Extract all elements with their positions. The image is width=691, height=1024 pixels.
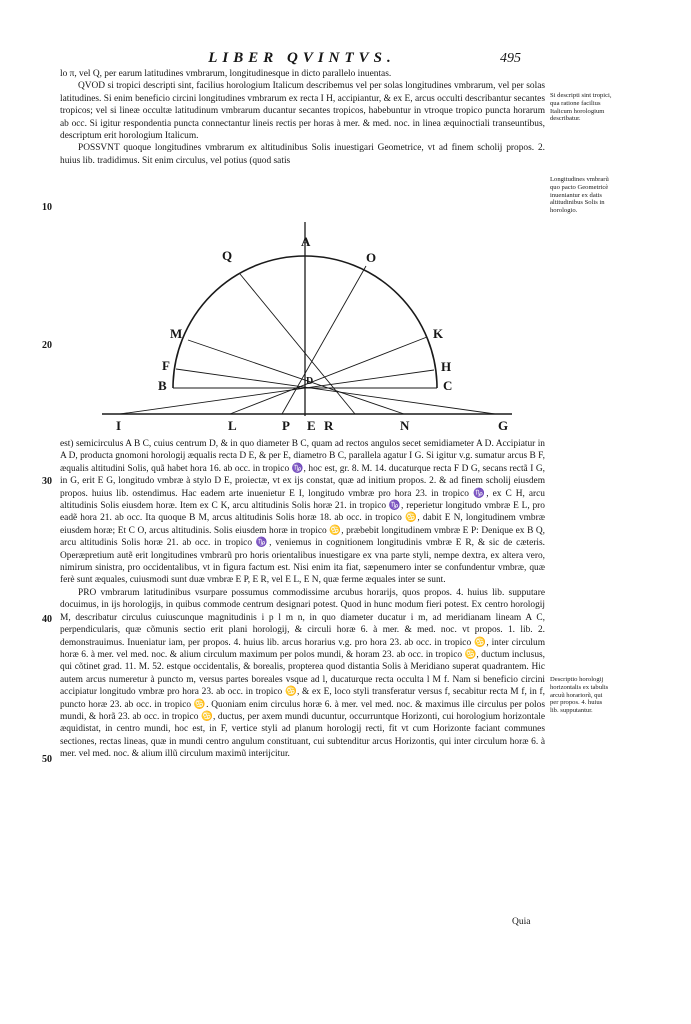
paragraph-semicirculus: est) semicirculus A B C, cuius centrum D, & in quo diameter B C, quam ad rectos angulos secet semidiameter A D. Accipiatur in A D, producta gnomoni horologij æqualis recta D E, & per E, diametro B C, parallela agatur I G. Si igitur v.g. sumatur arcus B F, æqualis altitudini Solis, quã habet hora 16. ab occ. in tropico ♑, hoc est, gr. 8. M. 14. ducaturque recta F D G, secans rectã I G, in G, erit E G, longitudo vmbræ à stylo D E, proiectæ, vt ex ijs constat, quæ ad initium propos. 2. & ad finem scholij eiusdem propos. huius lib. ostendimus. Hac eadem arte inuenietur E I, longitudo vmbræ pro hora 23. in tropico ♑, ex C H, arcu altitudinis Solis eiusdem horæ. Item ex C K, arcu altitudinis Solis horæ 21. in tropico ♑, reperietur longitudo vmbræ E L, pro eadẽ hora 21. ab occ. Ita quoque B M, arcus altitudinis Solis horæ 18. ab occ. in tropico ♋, dabit E N, longitudinem vmbræ eiusdem horæ; Et C O, arcus altitudinis. Solis eiusdem horæ in tropico ♋, præbebit longitudinem vmbræ E P: Denique ex B Q, arcu altitudinis Solis horæ 21. ab occ. in tropico ♑, veniemus in cognitionem longitudinis vmbræ E R, & sic de cæteris. Operæpretium autẽ erit longitudines vmbrarũ pro horis orientalibus inuestigare ex vna parte styli, nempe dextra, ex altera vero, nimirum sinistra, pro occidentalibus, vt in figura factum est. Nisi enim ita fiat, sæpenumero inter se confundentur vmbræ, quæ ferè sunt æquales, cuiusmodi sunt duæ vmbræ E P, E R, vel E L, E N, quæ ferme æquales inter se sunt. <box>60 439 545 586</box>
ray-m-n <box>188 340 404 414</box>
label-e: E <box>307 418 316 433</box>
ray-h-i <box>120 370 434 414</box>
label-a: A <box>301 234 311 249</box>
line-marker-10: 10 <box>42 202 52 213</box>
label-i: I <box>116 418 122 433</box>
margin-note-1: Si descripti sint tropici, qua ratione facilius Italicum horologium describatur. <box>550 92 612 123</box>
paragraph-possunt: POSSVNT quoque longitudines vmbrarum ex altitudinibus Solis inuestigari Geometrice, vt ad finem scholij propos. 2. huius lib. tradidimus. Sit enim circulus, vel potius (quod satis <box>60 143 545 166</box>
ray-q-r <box>240 274 355 414</box>
label-m: M <box>170 326 183 341</box>
line-marker-40: 40 <box>42 614 52 625</box>
running-head-title: LIBER QVINTVS. <box>208 50 396 66</box>
semicircle-diagram <box>100 212 530 436</box>
label-k: K <box>433 326 444 341</box>
paragraph-pro-vmbrarum: PRO vmbrarum latitudinibus vsurpare possumus commodissime arcubus horarijs, quos propos. 4. huius lib. supputare docuimus, in ijs horologijs, in quibus commode centrum designari potest. Quod in hunc modum fieri potest. Ex centro horologij M, describatur circulus cuiuscunque magnitudinis i p l m n, in quo diameter ducatur i m, ad meridianam lineam A C, perpendicularis, quæ cõmunis sectio erit plani horologij, & circuli horæ 6. à mer. & med. noc. vt propos. 1. lib. 2. demonstrauimus. Inueniatur iam, per propos. 4. huius lib. arcus horarius v.g. pro hora 23. ab occ. in tropico ♋, inter circulum horæ 6. à mer. vel med. noc. & alium circulum maximum per polos mundi, & horam 23. ab occ. in tropico ♋, ductum inclusus, qui cõtinet grad. 11. M. 52. estque occidentalis, & borealis, propterea quod distantia Solis à Meridiano superat quadrantem. Hic autem arcus numeretur à puncto m, versus partes boreales vsque ad l, ducaturque recta occulta l M f. Nam si beneficio circini accipiatur longitudo vmbræ pro hora 23. ab occ. in tropico ♋, & ex E, loco styli transferatur versus f, secabitur recta M f, in f, puncto horæ 23. ab occ. in tropico ♋. Quoniam enim circulus horæ 6. à mer. vel med. noc. & maximus ille circulus per polos mundi, & horã 23. ab occ. in tropico ♋, ductus, per axem mundi ducuntur, occurruntque Horizonti, cui horologium horizontale æquidistat, in centro mundi, hoc est, in F, vertice styli ad planum horologij recti, fit vt cum Horizonte faciant communes sectiones, rectas lineas, quæ in mundi centro angulum constituant, cui subtenditur arcus Horizontis, qui inter circulum horæ 6. à mer. vel med. noc. & alium illũ circulum maximũ interijcitur. <box>60 587 545 760</box>
label-f: F <box>162 358 170 373</box>
page-number: 495 <box>500 51 521 66</box>
paragraph-quod: QVOD si tropici descripti sint, facilius horologium Italicum describemus vel per solas longitudines vmbrarum, vel per solas latitudines. Si enim beneficio circini longitudines vmbrarum ex recta I H, accipiantur, & ex E, arcus occulti describantur secantes tropicos; vel si lineæ occultæ latitudinum vmbrarum ducantur secantes tropicos, habebuntur in vtroque tropico puncta horarum ab occ. Si igitur respondentia puncta connectantur lineis rectis per horas à mer. & med. noc. in linea æquinoctiali transeuntibus, descriptum erit horologium Italicum. <box>60 81 545 142</box>
text-block-top <box>60 68 545 167</box>
label-b: B <box>158 378 167 393</box>
label-r: R <box>324 418 334 433</box>
label-h: H <box>441 359 452 374</box>
label-q: Q <box>222 248 233 263</box>
catchword: Quia <box>512 917 531 927</box>
label-d: D <box>306 376 314 387</box>
paragraph-continuation: lo π, vel Q, per earum latitudines vmbrarum, longitudinesque in dicto parallelo inuentas. <box>60 69 392 79</box>
label-c: C <box>443 378 453 393</box>
line-marker-30: 30 <box>42 476 52 487</box>
label-p: P <box>282 418 290 433</box>
line-marker-20: 20 <box>42 340 52 351</box>
label-o: O <box>366 250 377 265</box>
label-n: N <box>400 418 410 433</box>
margin-note-3: Descriptio horologij horizontalis ex tabulis arcuũ horariorũ, qui per propos. 4. huius lib. supputantur. <box>550 676 609 715</box>
label-l: L <box>228 418 237 433</box>
margin-note-2: Longitudines vmbrarũ quo pacto Geometricè inueniantur ex datis altitudinibus Solis in horologio. <box>550 176 609 215</box>
text-block-bottom <box>60 438 545 761</box>
line-marker-50: 50 <box>42 754 52 765</box>
label-g: G <box>498 418 509 433</box>
